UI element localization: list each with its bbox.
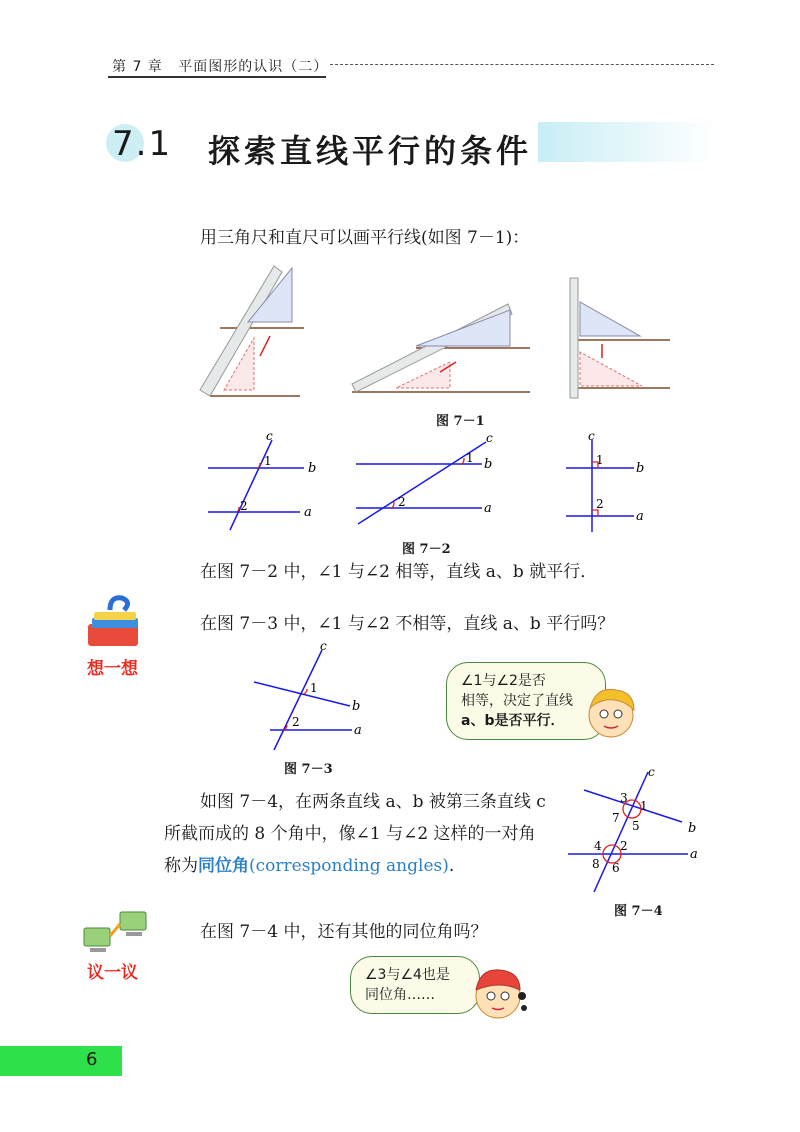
label-a: a (690, 847, 698, 862)
label-b: b (636, 461, 645, 476)
bubble-2-line-1: ∠3与∠4也是 (365, 967, 450, 983)
fig2-panel-3 (566, 429, 644, 532)
label-7: 7 (612, 811, 620, 825)
section-title: 探索直线平行的条件 (208, 132, 533, 170)
cartoon-girl-icon (470, 964, 530, 1024)
label-2: 2 (398, 495, 406, 509)
label-a: a (304, 505, 312, 520)
chapter-number: 第 7 章 (112, 59, 163, 75)
term-corresponding-angles-en: (corresponding angles) (249, 856, 449, 876)
label-c: c (486, 431, 493, 445)
label-a: a (484, 501, 492, 516)
chapter-header (112, 56, 328, 76)
angle-1-mark (462, 458, 464, 464)
term-corresponding-angles: 同位角 (198, 856, 249, 876)
label-5: 5 (632, 819, 640, 833)
ruler-icon (570, 278, 578, 398)
fig1-panel-1 (200, 266, 304, 396)
fig1-panel-2 (352, 304, 530, 392)
label-b: b (688, 821, 697, 836)
figure-7-1 (190, 262, 690, 404)
label-1: 1 (310, 681, 318, 695)
paragraph-other-angles: 在图 7－4 中，还有其他的同位角吗？ (200, 922, 488, 942)
think-label: 想一想 (87, 659, 138, 679)
label-6: 6 (612, 861, 620, 875)
fig2-panel-2 (356, 431, 493, 524)
bubble-1-line-1: ∠1与∠2是否 (461, 673, 546, 689)
label-3: 3 (620, 791, 628, 805)
label-c: c (648, 765, 655, 779)
label-4: 4 (594, 839, 602, 853)
paragraph-fig-7-4-line-1: 如图 7－4，在两条直线 a、b 被第三条直线 c (200, 792, 546, 812)
label-c: c (320, 639, 327, 653)
label-a: a (354, 723, 362, 738)
bubble-1-line-3: a、b是否平行． (461, 713, 565, 729)
fig1-panel-3 (570, 278, 670, 398)
chapter-title: 平面图形的认识（二） (178, 59, 329, 75)
label-b: b (484, 457, 493, 472)
figure-7-1-caption: 图 7－1 (436, 414, 485, 429)
think-book-icon (80, 594, 150, 652)
label-2: 2 (620, 839, 628, 853)
label-a: a (636, 509, 644, 524)
bubble-1-line-2: 相等，决定了直线 (461, 693, 573, 709)
paragraph-fig-7-2: 在图 7－2 中，∠1 与∠2 相等，直线 a、b 就平行． (200, 562, 598, 582)
label-1: 1 (264, 454, 272, 468)
label-1: 1 (596, 453, 604, 467)
label-b: b (308, 461, 317, 476)
label-1: 1 (640, 799, 648, 813)
paragraph-fig-7-4-line-2: 所截而成的 8 个角中，像∠1 与∠2 这样的一对角 (164, 824, 536, 844)
figure-7-4 (564, 762, 708, 896)
bubble-2-line-2: 同位角…… (365, 987, 435, 1003)
set-square-upper-icon (580, 302, 640, 336)
page-number-bar (0, 1046, 122, 1076)
cartoon-boy-icon (582, 684, 640, 742)
label-c: c (588, 429, 595, 443)
label-c: c (266, 429, 273, 443)
figure-7-4-caption: 图 7－4 (614, 904, 663, 919)
figure-7-2 (200, 428, 660, 536)
label-2: 2 (292, 715, 300, 729)
header-dashed-line (330, 64, 714, 65)
paragraph-fig-7-4-end: . (448, 856, 455, 876)
label-2: 2 (596, 497, 604, 511)
label-8: 8 (592, 857, 600, 871)
figure-7-2-caption: 图 7－2 (402, 542, 451, 557)
set-square-lower-icon (580, 352, 642, 386)
line-b (254, 682, 350, 706)
angle-1-mark (304, 689, 307, 694)
line-c (594, 772, 648, 892)
figure-7-3 (250, 638, 374, 754)
intro-paragraph: 用三角尺和直尺可以画平行线(如图 7－1)： (200, 228, 530, 248)
paragraph-fig-7-4-prefix: 称为 (164, 856, 198, 876)
section-number: 7.1 (112, 124, 173, 164)
arrow-icon (260, 336, 270, 356)
figure-7-3-caption: 图 7－3 (284, 762, 333, 777)
header-rule (108, 76, 326, 78)
paragraph-fig-7-3: 在图 7－3 中，∠1 与∠2 不相等，直线 a、b 平行吗？ (200, 614, 615, 634)
discuss-computers-icon (80, 906, 150, 958)
line-c (274, 650, 322, 750)
label-b: b (352, 699, 361, 714)
section-title-bar (538, 122, 716, 162)
set-square-upper-icon (416, 310, 510, 346)
page-number: 6 (86, 1049, 98, 1070)
speech-bubble-2 (350, 956, 480, 1014)
label-1: 1 (466, 451, 474, 465)
paragraph-fig-7-4-line-3 (164, 854, 454, 878)
fig2-panel-1 (208, 429, 316, 530)
discuss-label: 议一议 (87, 963, 138, 983)
label-2: 2 (240, 499, 248, 513)
